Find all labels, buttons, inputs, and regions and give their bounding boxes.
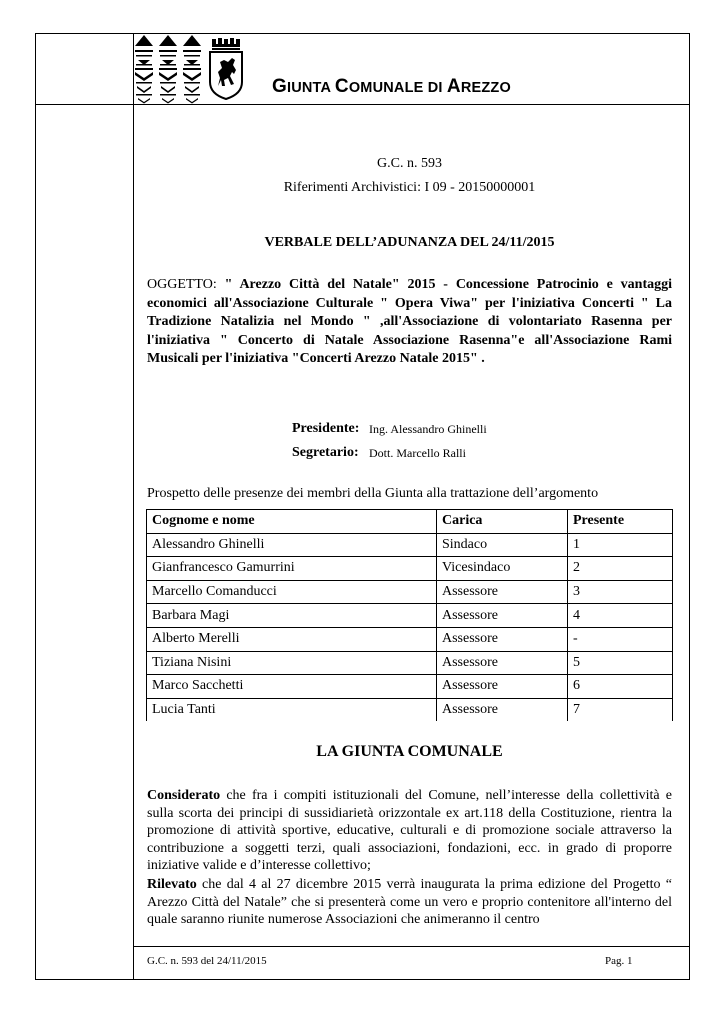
attendance-caption: Prospetto delle presenze dei membri della Giunta alla trattazione dell’argomento bbox=[147, 486, 599, 501]
meeting-minutes-heading: VERBALE DELL’ADUNANZA DEL 24/11/2015 bbox=[264, 235, 555, 250]
member-name: Tiziana Nisini bbox=[147, 651, 437, 675]
title-part: REZZO bbox=[460, 80, 511, 96]
member-name: Marco Sacchetti bbox=[147, 675, 437, 699]
column-header: Cognome e nome bbox=[147, 510, 437, 534]
table-row bbox=[147, 651, 673, 675]
gc-number: G.C. n. 593 bbox=[377, 156, 442, 171]
member-name: Marcello Comanducci bbox=[147, 580, 437, 604]
footer-reference: G.C. n. 593 del 24/11/2015 bbox=[147, 955, 267, 967]
title-part: IUNTA bbox=[286, 80, 335, 96]
column-header: Carica bbox=[437, 510, 568, 534]
table-row bbox=[147, 557, 673, 581]
member-name: Barbara Magi bbox=[147, 604, 437, 628]
member-role: Sindaco bbox=[437, 533, 568, 557]
member-role: Assessore bbox=[437, 651, 568, 675]
member-presence: 6 bbox=[568, 675, 673, 699]
rilevato-paragraph bbox=[147, 876, 672, 929]
title-part: A bbox=[446, 76, 461, 97]
table-row bbox=[147, 698, 673, 721]
president-name: Ing. Alessandro Ghinelli bbox=[369, 422, 487, 436]
title-part: G bbox=[272, 76, 287, 97]
table-row bbox=[147, 627, 673, 651]
council-heading: LA GIUNTA COMUNALE bbox=[316, 743, 503, 760]
subject-label: OGGETTO: bbox=[147, 277, 217, 292]
considerato-label: Considerato bbox=[147, 788, 221, 803]
arezzo-coat-of-arms-icon bbox=[208, 38, 244, 100]
secretary-label: Segretario: bbox=[292, 445, 359, 460]
member-role: Vicesindaco bbox=[437, 557, 568, 581]
table-row bbox=[147, 580, 673, 604]
table-row bbox=[147, 675, 673, 699]
member-name: Gianfrancesco Gamurrini bbox=[147, 557, 437, 581]
considerato-paragraph bbox=[147, 787, 672, 875]
member-presence: 2 bbox=[568, 557, 673, 581]
considerato-text: che fra i compiti istituzionali del Comune, nell’interesse della collettività e sulla scorta dei principi di sussidiarietà orizzontale ex art.118 della Costituzione, rientra la promozione di attività sportive, educative, culturali e di promozione sociale attraverso la contribuzione a soggetti terzi, quali associazioni, fondazioni, ecc. in grado di proporre iniziative valide e d’interesse collettivo; bbox=[147, 788, 672, 874]
member-name: Alessandro Ghinelli bbox=[147, 533, 437, 557]
rilevato-label: Rilevato bbox=[147, 877, 197, 892]
attendance-table bbox=[146, 509, 673, 721]
table-row bbox=[147, 533, 673, 557]
member-presence: 7 bbox=[568, 698, 673, 721]
arezzo-stripes-logo-icon bbox=[134, 34, 205, 104]
subject-text: " Arezzo Città del Natale" 2015 - Concessione Patrocinio e vantaggi economici all'Associazione Culturale " Opera Viwa" per l'iniziativa Concerti " La Tradizione Natalizia nel Mondo " ,all'Associazione di volontariato Rasenna per l'iniziativa " Concerto di Natale Associazione Rasenna"e all'Associazione Rami Musicali per l'iniziativa "Concerti Arezzo Natale 2015" . bbox=[147, 277, 672, 366]
rilevato-text: che dal 4 al 27 dicembre 2015 verrà inaugurata la prima edizione del Progetto “ Arezzo Città del Natale” che si presenterà come un vero e proprio contenitore all'interno del quale saranno riunite numerose Associazioni che animeranno il centro bbox=[147, 877, 672, 928]
table-row bbox=[147, 604, 673, 628]
member-presence: 3 bbox=[568, 580, 673, 604]
president-label: Presidente: bbox=[292, 421, 360, 436]
archive-reference: Riferimenti Archivistici: I 09 - 20150000001 bbox=[283, 180, 536, 195]
member-presence: 5 bbox=[568, 651, 673, 675]
subject-paragraph bbox=[147, 276, 672, 369]
margin-divider bbox=[133, 33, 134, 980]
title-part: C bbox=[334, 76, 349, 97]
member-presence: 1 bbox=[568, 533, 673, 557]
column-header: Presente bbox=[568, 510, 673, 534]
page-number: Pag. 1 bbox=[605, 955, 633, 967]
member-role: Assessore bbox=[437, 698, 568, 721]
secretary-name: Dott. Marcello Ralli bbox=[369, 446, 466, 460]
member-presence: - bbox=[568, 627, 673, 651]
footer-divider bbox=[133, 946, 690, 947]
table-header-row bbox=[147, 510, 673, 534]
title-part: OMUNALE DI bbox=[348, 80, 447, 96]
member-role: Assessore bbox=[437, 604, 568, 628]
member-name: Lucia Tanti bbox=[147, 698, 437, 721]
member-role: Assessore bbox=[437, 675, 568, 699]
member-role: Assessore bbox=[437, 580, 568, 604]
page-title bbox=[272, 76, 511, 98]
member-presence: 4 bbox=[568, 604, 673, 628]
member-role: Assessore bbox=[437, 627, 568, 651]
member-name: Alberto Merelli bbox=[147, 627, 437, 651]
